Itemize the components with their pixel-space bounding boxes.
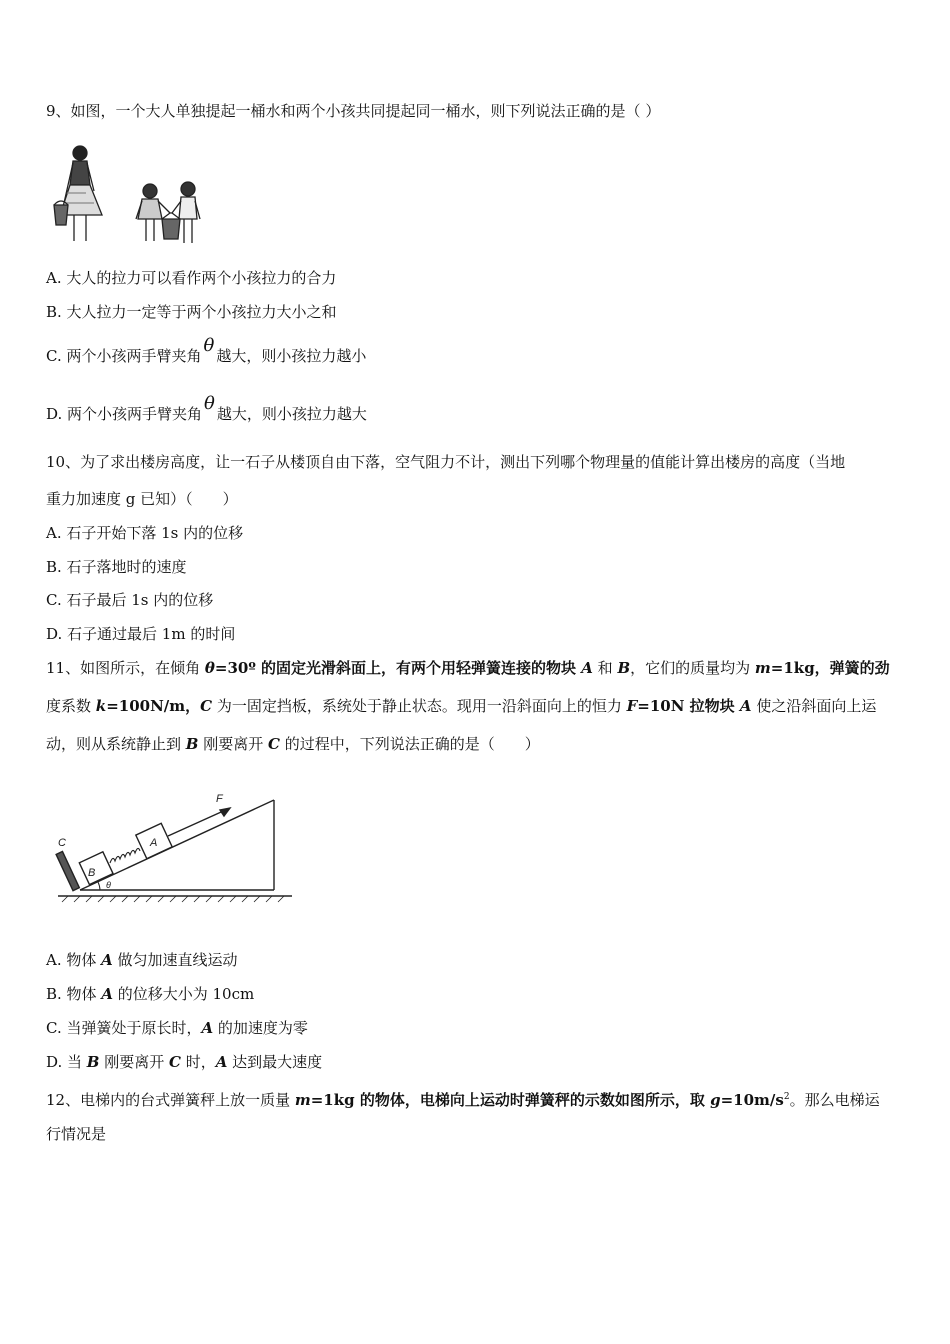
q11-option-b <box>46 984 254 1004</box>
text: 的过程中，下列说法正确的是（ ） <box>279 735 540 753</box>
var-a: A <box>101 985 113 1003</box>
q9-option-b: B. 大人拉力一定等于两个小孩拉力大小之和 <box>46 303 337 321</box>
text: B. 物体 <box>46 985 102 1003</box>
q10-option-c: C. 石子最后 1s 内的位移 <box>46 591 214 609</box>
label-b: B <box>88 867 96 879</box>
text: A. 物体 <box>46 951 102 969</box>
q10-option-a: A. 石子开始下落 1s 内的位移 <box>46 524 244 542</box>
q9-option-a: A. 大人的拉力可以看作两个小孩拉力的合力 <box>46 269 337 287</box>
var-a: A <box>581 659 593 677</box>
q11-stem-line3 <box>46 734 540 754</box>
text: 使之沿斜面向上运 <box>751 697 877 715</box>
text: 做匀加速直线运动 <box>112 951 238 969</box>
superscript: 2 <box>783 1092 790 1102</box>
q10-stem-line1: 10、为了求出楼房高度，让一石子从楼顶自由下落，空气阻力不计，测出下列哪个物理量的值能计算出楼房的高度（当地 <box>46 453 846 471</box>
theta-symbol: θ <box>204 659 215 677</box>
text: =1kg，弹簧的劲 <box>770 659 890 677</box>
q11-option-d <box>46 1052 322 1072</box>
q9-figure-adult-children-bucket <box>46 133 211 253</box>
q11-stem-line2 <box>46 696 876 716</box>
var-f: F <box>626 697 638 715</box>
text: 动，则从系统静止到 <box>46 735 186 753</box>
text: 刚要离开 <box>99 1053 170 1071</box>
q11-stem-line1 <box>46 658 890 678</box>
var-b: B <box>86 1053 100 1071</box>
q9-option-d-text-end: 越大，则小孩拉力越大 <box>216 405 367 423</box>
var-c: C <box>200 697 213 715</box>
q11-option-c <box>46 1018 308 1038</box>
var-g: g <box>710 1091 721 1109</box>
var-a: A <box>101 951 113 969</box>
q11-incline-figure <box>50 786 300 906</box>
q9-option-c-text: C. 两个小孩两手臂夹角 <box>46 347 202 365</box>
text: 12、电梯内的台式弹簧秤上放一质量 <box>46 1091 295 1109</box>
text: 11、如图所示，在倾角 <box>46 659 205 677</box>
q9-stem: 9、如图，一个大人单独提起一桶水和两个小孩共同提起同一桶水，则下列说法正确的是（ ） <box>46 102 661 120</box>
text: =30º 的固定光滑斜面上，有两个用轻弹簧连接的物块 <box>214 659 582 677</box>
q12-stem-line2: 行情况是 <box>46 1125 107 1143</box>
q10-stem-line2: 重力加速度 g 已知）（ ） <box>46 490 238 508</box>
text: 的加速度为零 <box>213 1019 308 1037</box>
text: =1kg 的物体，电梯向上运动时弹簧秤的示数如图所示，取 <box>310 1091 711 1109</box>
var-a: A <box>739 697 752 715</box>
q10-option-b: B. 石子落地时的速度 <box>46 558 187 576</box>
text: =100N/m， <box>106 697 201 715</box>
text: 的位移大小为 10cm <box>112 985 255 1003</box>
var-k: k <box>95 697 107 715</box>
text: 。那么电梯运 <box>789 1091 880 1109</box>
text: =10m/s <box>720 1091 784 1109</box>
text: 达到最大速度 <box>227 1053 323 1071</box>
text: 刚要离开 <box>198 735 269 753</box>
var-b: B <box>185 735 199 753</box>
var-c: C <box>169 1053 181 1071</box>
theta-symbol: θ <box>203 335 215 356</box>
q9-option-d-text: D. 两个小孩两手臂夹角 <box>46 405 203 423</box>
q11-option-a <box>46 950 238 970</box>
var-b: B <box>617 659 631 677</box>
text: 度系数 <box>46 697 96 715</box>
text: D. 当 <box>46 1053 87 1071</box>
var-c: C <box>268 735 280 753</box>
text: 为一固定挡板，系统处于静止状态。现用一沿斜面向上的恒力 <box>212 697 627 715</box>
var-m: m <box>754 659 771 677</box>
text: C. 当弹簧处于原长时， <box>46 1019 202 1037</box>
q9-option-c-text-end: 越大，则小孩拉力越小 <box>216 347 367 365</box>
label-a: A <box>150 837 158 849</box>
theta-symbol: θ <box>204 393 215 414</box>
var-a: A <box>215 1053 228 1071</box>
q9-option-c <box>46 335 367 366</box>
text: ，它们的质量均为 <box>630 659 755 677</box>
label-f: F <box>216 793 223 805</box>
q10-option-d: D. 石子通过最后 1m 的时间 <box>46 625 236 643</box>
q12-stem-line1 <box>46 1087 880 1110</box>
label-c: C <box>58 837 66 849</box>
text: 时， <box>180 1053 216 1071</box>
text: =10N 拉物块 <box>637 697 740 715</box>
text: 和 <box>592 659 618 677</box>
label-theta: θ <box>106 880 111 890</box>
var-a: A <box>201 1019 214 1037</box>
var-m: m <box>294 1091 311 1109</box>
q9-option-d <box>46 393 367 424</box>
